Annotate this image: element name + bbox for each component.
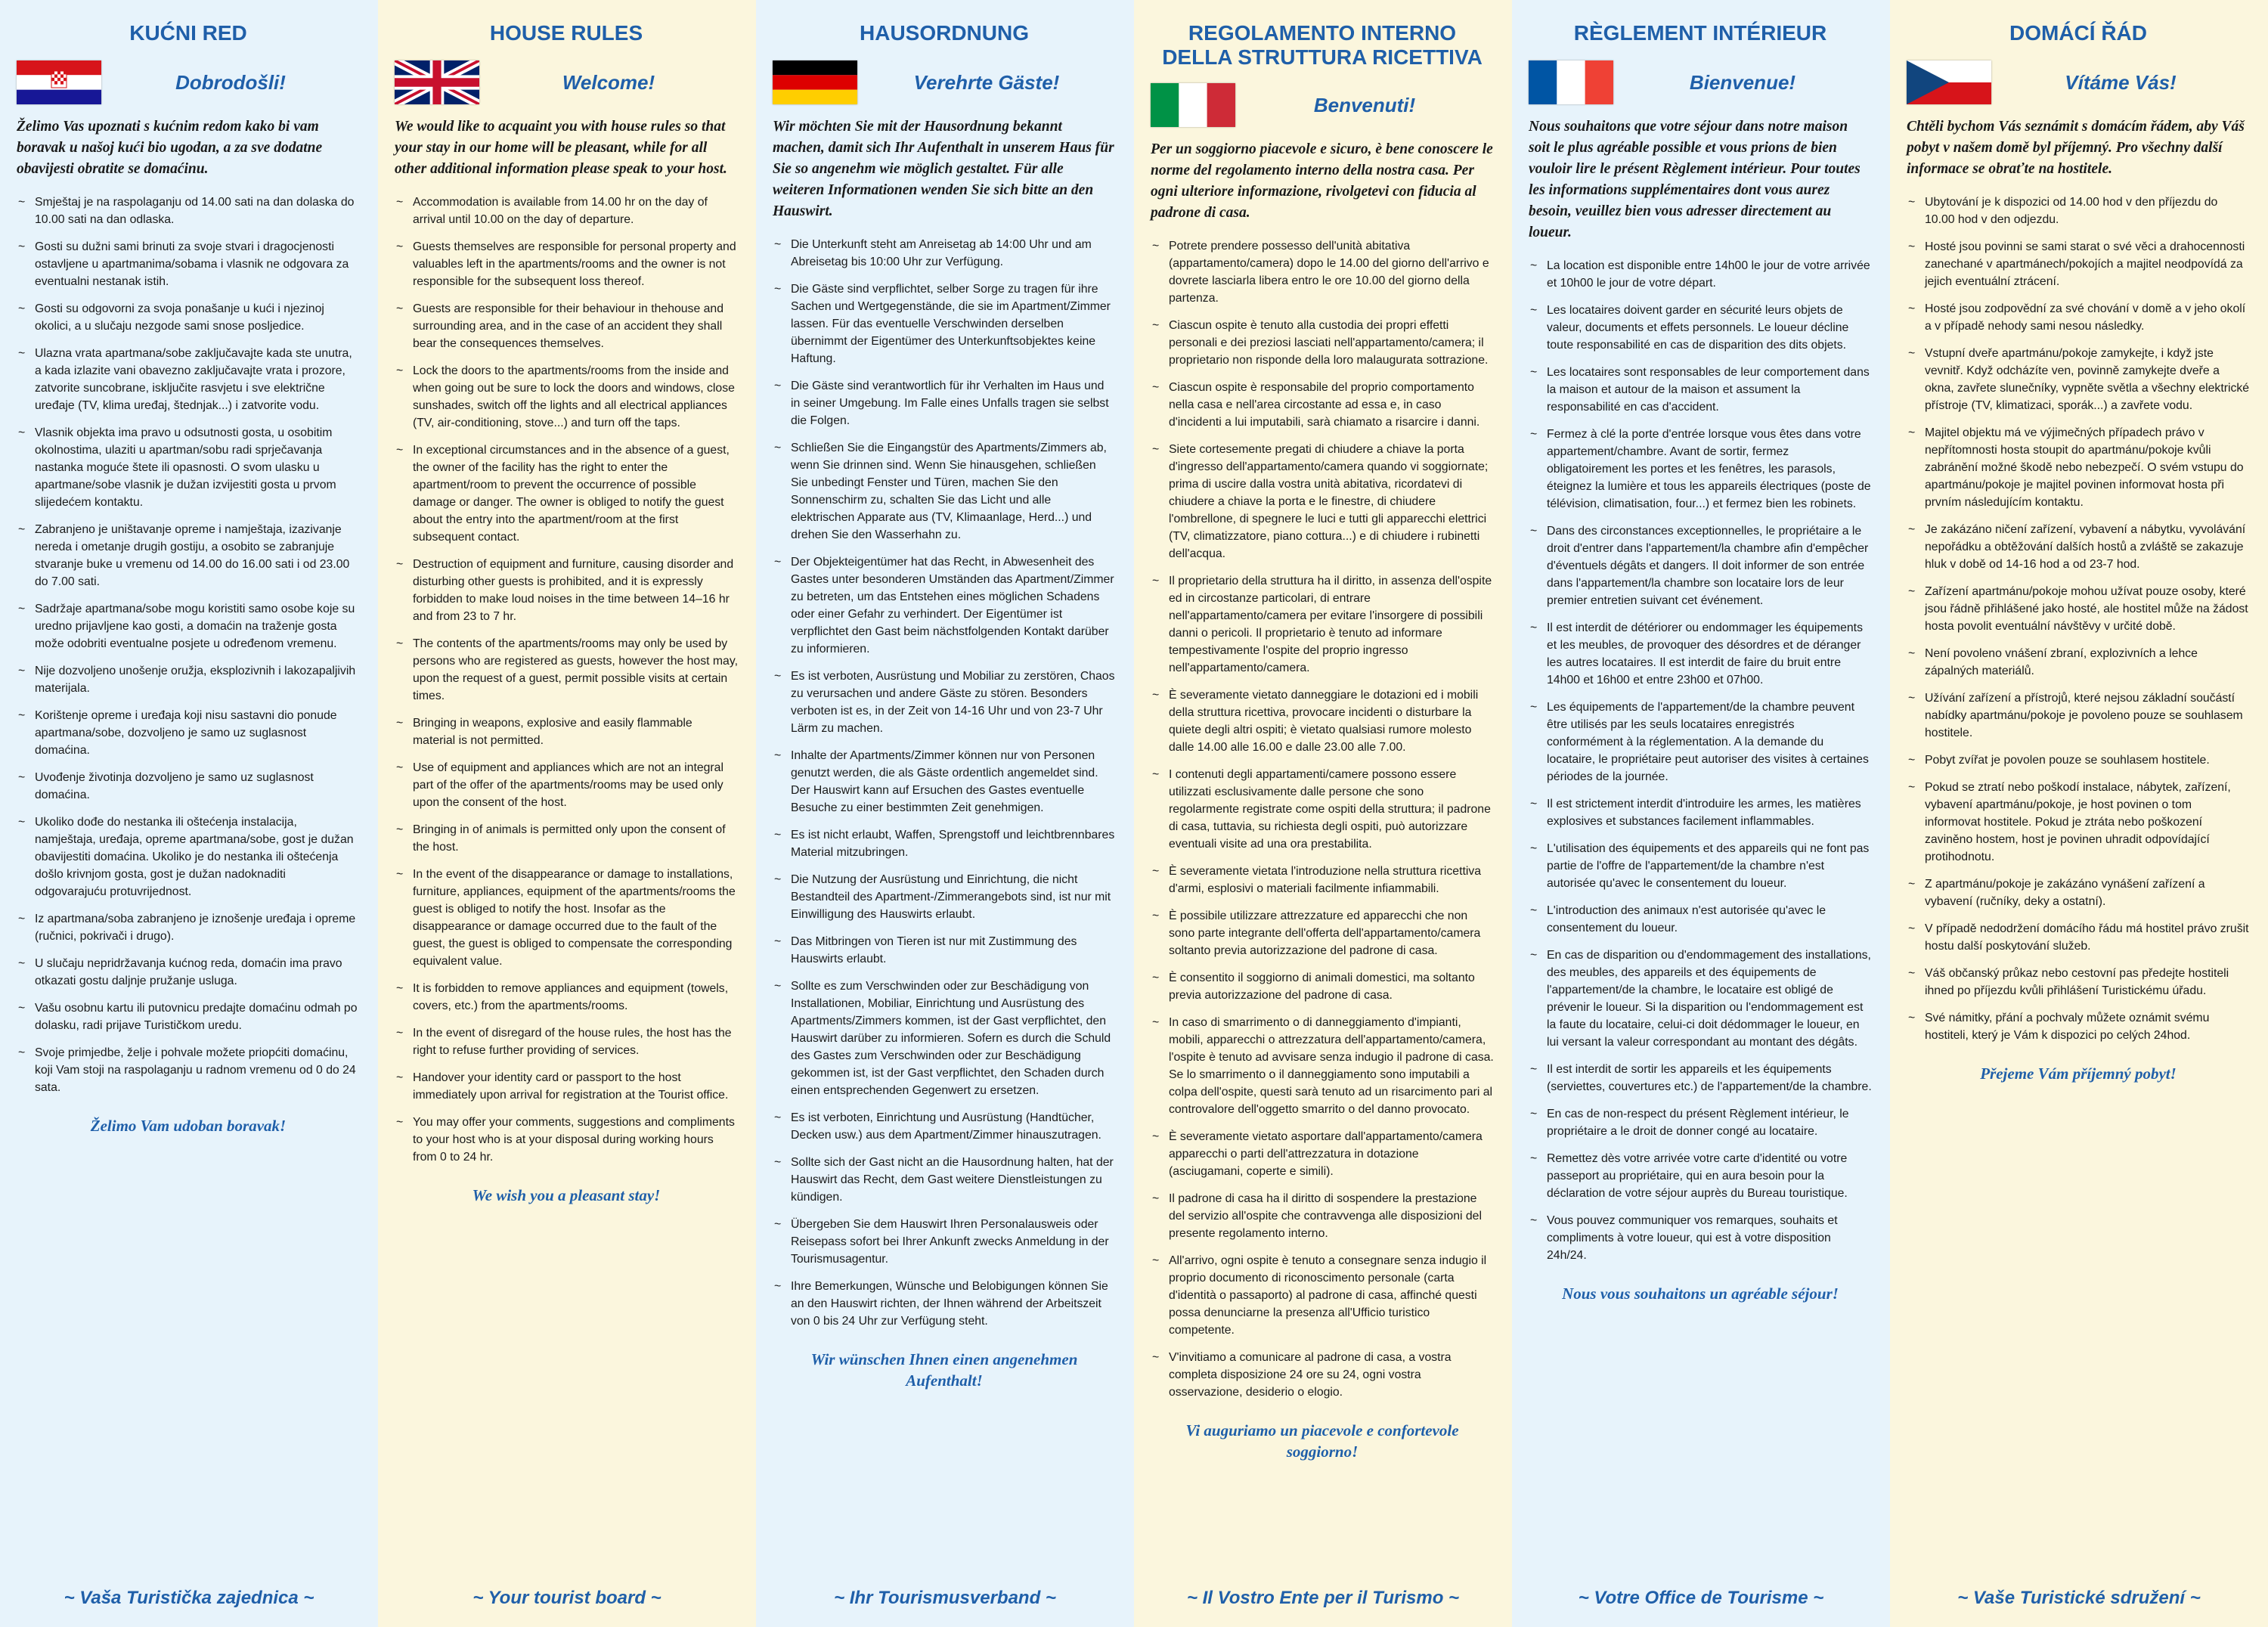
rule-item: ~ Gosti su dužni sami brinuti za svoje stvari i dragocjenosti ostavljene u apartmanima/sobama i vlasnik ne odgovara za eventualni nestanak istih. [17,238,360,290]
closing-wish: We wish you a pleasant stay! [472,1186,661,1204]
intro-text: Wir möchten Sie mit der Hausordnung bekannt machen, damit sich Ihr Aufenthalt in unserem Haus für Sie so angenehm wie möglich gestaltet. Für alle weiteren Informationen wenden Sie sich bitte an den Hauswirt. [773,119,1114,219]
tourist-board-signature: ~ Il Vostro Ente per il Turismo ~ [1186,1588,1460,1608]
rules-list [773,236,1116,1340]
rule-item: ~ È possibile utilizzare attrezzature ed apparecchi che non sono parte integrante dell'offerta dell'appartamento/camera soltanto previa autorizzazione del padrone di casa. [1151,907,1494,959]
rule-item: ~ It is forbidden to remove appliances and equipment (towels, covers, etc.) from the apartments/rooms. [395,980,738,1015]
rule-item: ~ Smještaj je na raspolaganju od 14.00 sati na dan dolaska do 10.00 sati na dan odlaska. [17,194,360,228]
rule-item: ~ È severamente vietato danneggiare le dotazioni ed i mobili della struttura ricettiva, provocare incidenti o disturbare la quiete degli altri ospiti; è vietato qualsiasi rumore molesto dalle 14.00 alle 16.00 e dalle 23.00 alle 7.00. [1151,686,1494,756]
rule-item: ~ Il padrone di casa ha il diritto di sospendere la prestazione del servizio all'ospite che contravvenga alle disposizioni del presente regolamento interno. [1151,1190,1494,1242]
column-title: KUĆNI RED [129,21,247,45]
column-title: HAUSORDNUNG [860,21,1029,45]
rule-item: ~ Z apartmánu/pokoje je zakázáno vynášení zařízení a vybavení (ručníky, deky a ostatní). [1907,875,2250,910]
rule-item: ~ Die Gäste sind verpflichtet, selber Sorge zu tragen für ihre Sachen und Wertgegenstände, die sie im Apartment/Zimmer lassen. Für das eventuelle Verschwinden derselben übernimmt der Eigentümer des Unterkunftsobjektes keine Haftung. [773,280,1116,367]
rule-item: ~ V'invitiamo a comunicare al padrone di casa, a vostra completa disposizione 24 ore su 24, ogni vostra osservazione, desiderio o elogio. [1151,1349,1494,1401]
rule-item: ~ Sollte sich der Gast nicht an die Hausordnung halten, hat der Hauswirt das Recht, dem Gast weitere Dienstleistungen zu kündigen. [773,1154,1116,1206]
rule-item: ~ Handover your identity card or passport to the host immediately upon arrival for registration at the Tourist office. [395,1069,738,1104]
rule-item: ~ Use of equipment and appliances which are not an integral part of the offer of the apartments/rooms may be used only upon the consent of the host. [395,759,738,811]
rule-item: ~ L'utilisation des équipements et des appareils qui ne font pas partie de l'offre de l'appartement/de la chambre n'est autorisée qu'avec le consentement du loueur. [1529,840,1872,892]
greeting: Bienvenue! [1689,70,1796,94]
rule-item: ~ Ukoliko dođe do nestanka ili oštećenja instalacija, namještaja, uređaja, opreme apartmana/sobe, gost je dužan obavijestiti domaćina. Ukoliko je do nestanka ili oštećenja došlo krivnjom gosta, gost je dužan nadoknaditi odgovarajuću protuvrijednost. [17,814,360,900]
rule-item: ~ Iz apartmana/soba zabranjeno je iznošenje uređaja i opreme (ručnici, pokrivači i drugo). [17,910,360,945]
column-title: REGOLAMENTO INTERNO DELLA STRUTTURA RICETTIVA [1162,21,1483,69]
uk-flag-icon [395,60,479,104]
greeting: Welcome! [562,70,655,94]
rule-item: ~ Majitel objektu má ve výjimečných případech právo v nepřítomnosti hosta stoupit do apartmánu/pokoje kvůli zabránění možné škodě nebo nebezpečí. O svém vstupu do apartmánu/pokoje je majitel povinen informovat hosta při prvním následujícím kontaktu. [1907,424,2250,511]
closing-wish: Přejeme Vám příjemný pobyt! [1980,1065,2177,1083]
rule-item: ~ En cas de non-respect du présent Règlement intérieur, le propriétaire a le droit de donner congé au locataire. [1529,1105,1872,1140]
rule-item: ~ The contents of the apartments/rooms may only be used by persons who are registered as guests, however the host may, upon the request of a guest, permit possible visits at certain times. [395,635,738,705]
closing-wish: Vi auguriamo un piacevole e confortevole soggiorno! [1185,1421,1459,1461]
rule-item: ~ Die Unterkunft steht am Anreisetag ab 14:00 Uhr und am Abreisetag bis 10:00 Uhr zur Verfügung. [773,236,1116,271]
rule-item: ~ I contenuti degli appartamenti/camere possono essere utilizzati esclusivamente dalle persone che sono regolarmente registrate come ospiti della struttura; il padrone di casa, tuttavia, su richiesta degli ospiti, può autorizzare eventuali visite ad una ora prestabilita. [1151,766,1494,853]
rule-item: ~ Der Objekteigentümer hat das Recht, in Abwesenheit des Gastes unter besonderen Umständen das Apartment/Zimmer zu betreten, um das Entstehen eines möglichen Schadens oder einer Gefahr zu verhindert. Der Eigentümer ist verpflichtet den Gast beim nächstfolgenden Kontakt darüber zu informieren. [773,553,1116,658]
rule-item: ~ Ciascun ospite è tenuto alla custodia dei propri effetti personali e dei preziosi lasciati nell'appartamento/camera; il proprietario non risponde della loro malaugurata sottrazione. [1151,317,1494,369]
rule-item: ~ Ciascun ospite è responsabile del proprio comportamento nella casa e nell'area circostante ad essa e, in caso d'incidenti a lui imputabili, sarà chiamato a risarcire i danni. [1151,379,1494,431]
closing-wish: Wir wünschen Ihnen einen angenehmen Aufenthalt! [810,1350,1078,1390]
rules-list [1151,237,1494,1411]
germany-flag-icon [773,60,857,104]
rule-item: ~ Zařízení apartmánu/pokoje mohou užívat pouze osoby, které jsou řádně přihlášené jako hosté, ale hostitel může na žádost hosta povolit eventuální návštěvy v určité době. [1907,583,2250,635]
rules-list [1529,257,1872,1274]
rule-item: ~ Les locataires doivent garder en sécurité leurs objets de valeur, documents et effets personnels. Le loueur décline toute responsabilité en cas de disparition des dits objets. [1529,302,1872,354]
rule-item: ~ È consentito il soggiorno di animali domestici, ma soltanto previa autorizzazione del padrone di casa. [1151,969,1494,1004]
column-header [1529,56,1872,109]
rules-list [17,194,360,1106]
tourist-board-signature: ~ Votre Office de Tourisme ~ [1578,1588,1824,1608]
rule-item: ~ Bringing in weapons, explosive and easily flammable material is not permitted. [395,714,738,749]
greeting: Vítáme Vás! [2065,70,2177,94]
rules-column-6 [1890,0,2268,1627]
rule-item: ~ In caso di smarrimento o di danneggiamento d'impianti, mobili, apparecchi o attrezzatura dell'appartamento/camera, l'ospite è tenuto ad avvisare senza indugio il padrone di casa. Se lo smarrimento o il danneggiamento sono imputabili a colpa dell'ospite, questi sarà tenuto ad un risarcimento pari al controvalore dell'oggetto smarrito o del danno provocato. [1151,1014,1494,1118]
rule-item: ~ Siete cortesemente pregati di chiudere a chiave la porta d'ingresso dell'appartamento/camera quando vi soggiornate; prima di uscire dalla vostra unità abitativa, ricordatevi di chiudere a chiave la porta e le finestre, di chiudere l'ombrellone, di spegnere le luci e tutti gli apparecchi elettrici (TV, climatizzatore, piano cottura...) e di chiudere i rubinetti dell'acqua. [1151,441,1494,562]
rule-item: ~ È severamente vietato asportare dall'appartamento/camera apparecchi o parti dell'attrezzatura in dotazione (asciugamani, coperte e simili). [1151,1128,1494,1180]
rule-item: ~ Není povoleno vnášení zbraní, explozivních a lehce zápalných materiálů. [1907,645,2250,680]
rule-item: ~ Ulazna vrata apartmana/sobe zaključavajte kada ste unutra, a kada izlazite vani obavezno zaključavajte vrata i prozore, zatvorite suncobrane, isključite rasvjetu i sve električne uređaje (TV, klima uređaj, štednjak...) i zatvorite vodu. [17,345,360,414]
rule-item: ~ U slučaju nepridržavanja kućnog reda, domaćin ima pravo otkazati gostu daljnje pružanje usluga. [17,955,360,990]
rule-item: ~ Pobyt zvířat je povolen pouze se souhlasem hostitele. [1907,752,2250,769]
rule-item: ~ Ihre Bemerkungen, Wünsche und Belobigungen können Sie an den Hauswirt richten, der Ihnen während der Arbeitszeit von 0 bis 24 Uhr zur Verfügung steht. [773,1278,1116,1330]
rule-item: ~ Il est interdit de détériorer ou endommager les équipements et les meubles, de provoquer des désordres et de déranger les autres locataires. Il est interdit de faire du bruit entre 14h00 et 16h00 et entre 23h00 et 07h00. [1529,619,1872,689]
intro-text: Per un soggiorno piacevole e sicuro, è bene conoscere le norme del regolamento interno della nostra casa. Per ogni ulteriore informazione, rivolgetevi con fiducia al padrone di casa. [1151,141,1493,221]
rule-item: ~ Übergeben Sie dem Hauswirt Ihren Personalausweis oder Reisepass sofort bei Ihrer Ankunft zwecks Anmeldung in der Tourismusagentur. [773,1216,1116,1268]
rule-item: ~ Lock the doors to the apartments/rooms from the inside and when going out be sure to lock the doors and windows, close sunshades, switch off the lights and all electrical appliances (TV, air-conditioning, stove...) and turn off the taps. [395,362,738,432]
rule-item: ~ Ubytování je k dispozici od 14.00 hod v den příjezdu do 10.00 hod v den odjezdu. [1907,194,2250,228]
rule-item: ~ Inhalte der Apartments/Zimmer können nur von Personen genutzt werden, die als Gäste ordentlich angemeldet sind. Der Hauswirt kann auf Ersuchen des Gastes eventuelle Besuche zu einer bestimmten Zeit genehmigen. [773,747,1116,817]
rule-item: ~ Fermez à clé la porte d'entrée lorsque vous êtes dans votre appartement/chambre. Avant de sortir, fermez obligatoirement les portes et les fenêtres, les parasols, éteignez la lumière et tous les appareils électriques (poste de télévision, climatisation, four...) et fermez bien les robinets. [1529,426,1872,513]
rule-item: ~ L'introduction des animaux n'est autorisée qu'avec le consentement du loueur. [1529,902,1872,937]
rule-item: ~ Vašu osobnu kartu ili putovnicu predajte domaćinu odmah po dolasku, radi prijave Turističkom uredu. [17,999,360,1034]
rule-item: ~ Il est interdit de sortir les appareils et les équipements (serviettes, couvertures etc.) de l'appartement/de la chambre. [1529,1061,1872,1096]
rules-list [1907,194,2250,1054]
rule-item: ~ Sadržaje apartmana/sobe mogu koristiti samo osobe koje su uredno prijavljene kao gosti, a domaćin na traženje gosta može odobriti eventualne posjete u određenom vremenu. [17,600,360,652]
greeting: Benvenuti! [1313,93,1416,116]
rule-item: ~ Potrete prendere possesso dell'unità abitativa (appartamento/camera) dopo le 14.00 del giorno dell'arrivo e dovrete lasciarla libera entro le ore 10.00 del giorno della partenza. [1151,237,1494,307]
column-header [1907,56,2250,109]
croatia-flag-icon [17,60,101,104]
rule-item: ~ Dans des circonstances exceptionnelles, le propriétaire a le droit d'entrer dans l'appartement/la chambre afin d'empêcher d'éventuels dégâts et dangers. Il doit informer de son entrée dans l'appartement/la chambre son locataire lors de leur premier entretien suivant cet événement. [1529,522,1872,609]
rule-item: ~ Es ist verboten, Ausrüstung und Mobiliar zu zerstören, Chaos zu verursachen und andere Gäste zu stören. Besonders verboten ist es, in der Zeit von 14-16 Uhr und von 23-7 Uhr Lärm zu machen. [773,668,1116,737]
closing-wish: Nous vous souhaitons un agréable séjour! [1562,1285,1839,1303]
rule-item: ~ Váš občanský průkaz nebo cestovní pas předejte hostiteli ihned po příjezdu kvůli přihlášení Turistickému úřadu. [1907,965,2250,999]
rules-list [395,194,738,1176]
greeting: Verehrte Gäste! [913,70,1060,94]
rule-item: ~ In the event of the disappearance or damage to installations, furniture, appliances, equipment of the apartments/rooms the guest is obliged to notify the host. Insofar as the disappearance or damage occurred due to the fault of the guest, the guest is obliged to compensate the corresponding equivalent value. [395,866,738,970]
rule-item: ~ Pokud se ztratí nebo poškodí instalace, nábytek, zařízení, vybavení apartmánu/pokoje, je host povinen o tom informovat hostitele. Pokud je ztráta nebo poškození zaviněno hostem, host je povinen uhradit odpovídající protihodnotu. [1907,779,2250,866]
column-header [395,56,738,109]
rule-item: ~ In the event of disregard of the house rules, the host has the right to refuse further providing of services. [395,1024,738,1059]
column-header [1151,79,1494,132]
intro-text: Chtěli bychom Vás seznámit s domácím řádem, aby Váš pobyt v našem domě byl příjemný. Pro všechny další informace se obraťte na hostitele. [1907,119,2245,177]
rule-item: ~ Schließen Sie die Eingangstür des Apartments/Zimmers ab, wenn Sie drinnen sind. Wenn Sie hinausgehen, schließen Sie unbedingt Fenster und Türen, machen Sie den Sonnenschirm zu, schalten Sie das Licht und alle elektrischen Apparate aus (TV, Klimaanlage, Herd...) und drehen Sie den Wasserhahn zu. [773,439,1116,544]
column-header [17,56,360,109]
rule-item: ~ Gosti su odgovorni za svoja ponašanje u kući i njezinoj okolici, a u slučaju nezgode sami snose posljedice. [17,300,360,335]
rules-column-1 [0,0,378,1627]
rule-item: ~ Il est strictement interdit d'introduire les armes, les matières explosives et substances facilement inflammables. [1529,795,1872,830]
rule-item: ~ Své námitky, přání a pochvaly můžete oznámit svému hostiteli, který je Vám k dispozici po celých 24hod. [1907,1009,2250,1044]
czech-flag-icon [1907,60,1991,104]
rule-item: ~ Vlasnik objekta ima pravo u odsutnosti gosta, u osobitim okolnostima, ulaziti u apartman/sobu radi sprječavanja nastanka moguće štete ili opasnosti. O svom ulasku u apartmane/sobe vlasnik je dužan izvijestiti gosta u prvom slijedećem kontaktu. [17,424,360,511]
rules-column-5 [1512,0,1890,1627]
rule-item: ~ Guests are responsible for their behaviour in thehouse and surrounding area, and in the case of an accident they shall bear the consequences themselves. [395,300,738,352]
rule-item: ~ È severamente vietata l'introduzione nella struttura ricettiva d'armi, esplosivi o materiali facilmente infiammabili. [1151,863,1494,897]
rule-item: ~ Guests themselves are responsible for personal property and valuables left in the apartments/rooms and the owner is not responsible for the subsequent loss thereof. [395,238,738,290]
rule-item: ~ Es ist nicht erlaubt, Waffen, Sprengstoff und leichtbrennbares Material mitzubringen. [773,826,1116,861]
rule-item: ~ In exceptional circumstances and in the absence of a guest, the owner of the facility has the right to enter the apartment/room to prevent the occurrence of possible damage or danger. The owner is obliged to notify the guest about the entry into the apartment/room at the first subsequent contact. [395,442,738,546]
rules-column-4 [1134,0,1512,1627]
rule-item: ~ Je zakázáno ničení zařízení, vybavení a nábytku, vyvolávání nepořádku a obtěžování dalších hostů a zvláště se zakazuje hluk v době od 14-16 hod a od 23-7 hod. [1907,521,2250,573]
rule-item: ~ Uvođenje životinja dozvoljeno je samo uz suglasnost domaćina. [17,769,360,804]
closing-wish: Želimo Vam udoban boravak! [90,1117,287,1135]
rule-item: ~ La location est disponible entre 14h00 le jour de votre arrivée et 10h00 le jour de votre départ. [1529,257,1872,292]
intro-text: Želimo Vas upoznati s kućnim redom kako bi vam boravak u našoj kući bio ugodan, a za sve dodatne obavijesti obratite se domaćinu. [17,119,323,177]
rule-item: ~ Zabranjeno je uništavanje opreme i namještaja, izazivanje nereda i ometanje drugih gostiju, a osobito se zabranjuje stvaranje buke u vremenu od 14.00 do 16.00 sati i od 23.00 do 7.00 sati. [17,521,360,590]
greeting: Dobrodošli! [175,70,286,94]
rule-item: ~ Das Mitbringen von Tieren ist nur mit Zustimmung des Hauswirts erlaubt. [773,933,1116,968]
italy-flag-icon [1151,83,1235,127]
tourist-board-signature: ~ Vaša Turistička zajednica ~ [64,1588,314,1608]
tourist-board-signature: ~ Your tourist board ~ [472,1588,662,1608]
rule-item: ~ V případě nedodržení domácího řádu má hostitel právo zrušit hostu další poskytování služeb. [1907,920,2250,955]
france-flag-icon [1529,60,1613,104]
intro-text: Nous souhaitons que votre séjour dans notre maison soit le plus agréable possible et vous prions de bien vouloir lire le présent Règlement intérieur. Pour toutes les informations supplémentaires dont vous aurez besoin, veuillez bien vous adresser directement au loueur. [1529,119,1861,240]
rule-item: ~ Accommodation is available from 14.00 hr on the day of arrival until 10.00 on the day of departure. [395,194,738,228]
rule-item: ~ Korištenje opreme i uređaja koji nisu sastavni dio ponude apartmana/sobe, dozvoljeno je samo uz suglasnost domaćina. [17,707,360,759]
rule-item: ~ Hosté jsou povinni se sami starat o své věci a drahocennosti zanechané v apartmánech/pokojích a majitel neodpovídá za jejich eventuální ztrácení. [1907,238,2250,290]
rules-column-3 [756,0,1134,1627]
rules-column-2 [378,0,756,1627]
tourist-board-signature: ~ Ihr Tourismusverband ~ [834,1588,1056,1608]
rule-item: ~ Il proprietario della struttura ha il diritto, in assenza dell'ospite ed in circostanze particolari, di entrare nell'appartamento/camera per evitare l'insorgere di possibili danni o pericoli. Il proprietario è tenuto ad informare tempestivamente l'ospite del proprio ingresso nell'appartamento/camera. [1151,572,1494,677]
rule-item: ~ Die Nutzung der Ausrüstung und Einrichtung, die nicht Bestandteil des Apartment-/Zimmerangebots sind, ist nur mit Einwilligung des Hauswirts erlaubt. [773,871,1116,923]
rule-item: ~ Sollte es zum Verschwinden oder zur Beschädigung von Installationen, Mobiliar, Einrichtung und Ausrüstung des Apartments/Zimmers kommen, ist der Gast verpflichtet, den Hauswirt darüber zu informieren. Sofern es durch die Schuld des Gastes zum Verschwinden oder zur Beschädigung gekommen ist, ist der Gast verpflichtet, den Schaden durch einen entsprechenden Gegenwert zu ersetzen. [773,978,1116,1099]
rule-item: ~ Es ist verboten, Einrichtung und Ausrüstung (Handtücher, Decken usw.) aus dem Apartment/Zimmer hinauszutragen. [773,1109,1116,1144]
tourist-board-signature: ~ Vaše Turistické sdružení ~ [1957,1588,2201,1608]
column-title: RÈGLEMENT INTÉRIEUR [1573,21,1827,45]
rule-item: ~ Destruction of equipment and furniture, causing disorder and disturbing other guests is prohibited, and it is expressly forbidden to make loud noises in the time between 14–16 hr and from 23 to 7 hr. [395,556,738,625]
rule-item: ~ Les locataires sont responsables de leur comportement dans la maison et autour de la maison et assument la responsabilité en cas d'accident. [1529,364,1872,416]
rule-item: ~ Užívání zařízení a přístrojů, které nejsou základní součástí nabídky apartmánu/pokoje je povoleno pouze se souhlasem hostitele. [1907,690,2250,742]
rule-item: ~ Remettez dès votre arrivée votre carte d'identité ou votre passeport au propriétaire, qui en aura besoin pour la déclaration de votre séjour auprès du Bureau touristique. [1529,1150,1872,1202]
rule-item: ~ Die Gäste sind verantwortlich für ihr Verhalten im Haus und in seiner Umgebung. Im Falle eines Unfalls tragen sie selbst die Folgen. [773,377,1116,429]
rule-item: ~ Hosté jsou zodpovědní za své chování v domě a v jeho okolí a v případě nehody sami nesou následky. [1907,300,2250,335]
column-title: HOUSE RULES [489,21,643,45]
rule-item: ~ Svoje primjedbe, želje i pohvale možete priopćiti domaćinu, koji Vam stoji na raspolaganju u radnom vremenu od 0 do 24 sata. [17,1044,360,1096]
column-header [773,56,1116,109]
rule-item: ~ You may offer your comments, suggestions and compliments to your host who is at your disposal during working hours from 0 to 24 hr. [395,1114,738,1166]
rule-item: ~ Les équipements de l'appartement/de la chambre peuvent être utilisés par les seuls locataires enregistrés conformément à la réglementation. A la demande du locataire, le propriétaire peut autoriser des visites à certaines périodes de la journée. [1529,699,1872,786]
rule-item: ~ En cas de disparition ou d'endommagement des installations, des meubles, des appareils et des équipements de l'appartement/de la chambre, le locataire est obligé de prévenir le loueur. Si la disparition ou l'endommagement est la faute du locataire, celui-ci doit dédommager le loueur, en lui versant la valeur correspondant au montant des dégâts. [1529,947,1872,1051]
rule-item: ~ Vous pouvez communiquer vos remarques, souhaits et compliments à votre loueur, qui est à votre disposition 24h/24. [1529,1212,1872,1264]
intro-text: We would like to acquaint you with house rules so that your stay in our home will be pleasant, while for all other additional information please speak to your host. [395,119,727,177]
rule-item: ~ Vstupní dveře apartmánu/pokoje zamykejte, i když jste vevnitř. Když odcházíte ven, povinně zamykejte dveře a okna, zavřete slunečníky, vypněte světla a všechny elektrické přístroje (TV, klimatizaci, sporák...) a zavřete vodu. [1907,345,2250,414]
rule-item: ~ Bringing in of animals is permitted only upon the consent of the host. [395,821,738,856]
rule-item: ~ Nije dozvoljeno unošenje oružja, eksplozivnih i lakozapaljivih materijala. [17,662,360,697]
rule-item: ~ All'arrivo, ogni ospite è tenuto a consegnare senza indugio il proprio documento di riconoscimento personale (carta d'identità o passaporto) al padrone di casa, affinché questi possa denunciarne la presenza all'Ufficio turistico competente. [1151,1252,1494,1339]
column-title: DOMÁCÍ ŘÁD [2009,21,2147,45]
